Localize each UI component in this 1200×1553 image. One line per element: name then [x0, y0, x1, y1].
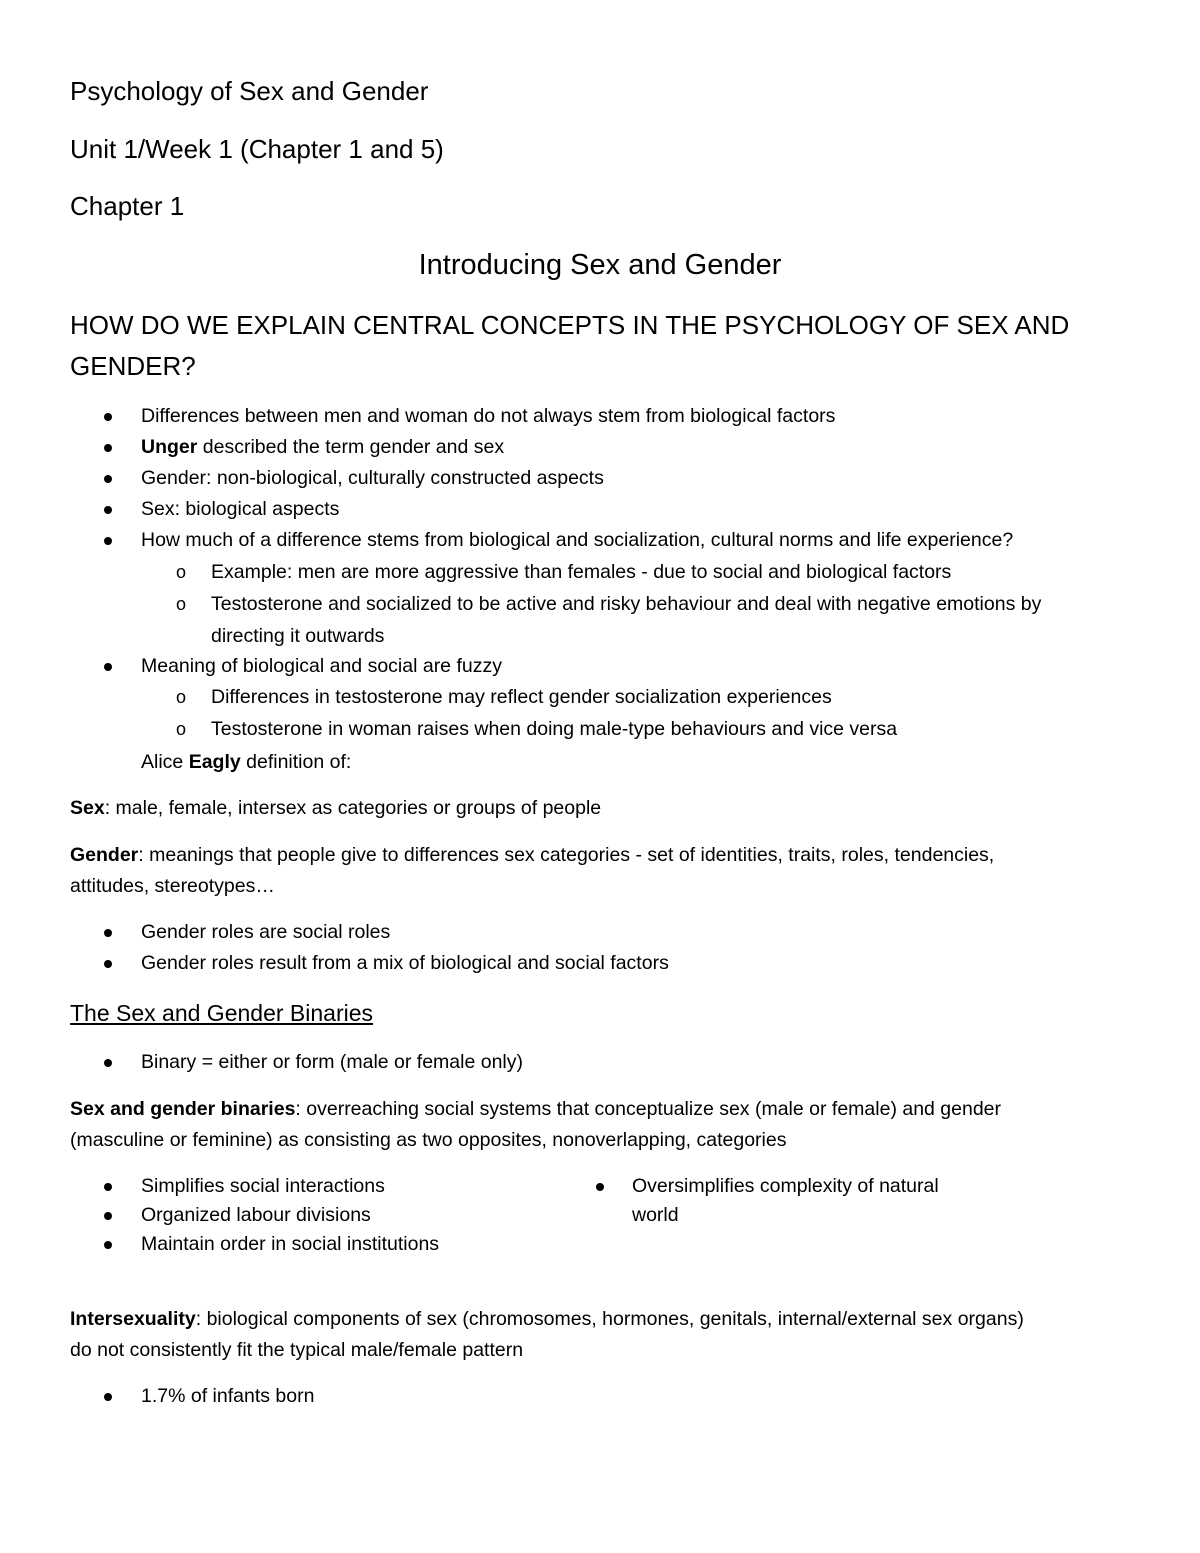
circle-bullet-icon: o: [176, 594, 187, 614]
bullet-icon: [104, 1241, 112, 1249]
gender-definition: [70, 844, 994, 867]
term-eagly: Eagly: [188, 751, 241, 773]
list-item-continued: world: [632, 1204, 679, 1226]
list-item: Differences between men and woman do not always stem from biological factors: [141, 405, 836, 427]
bullet-icon: [104, 1393, 112, 1401]
sub-list-item-continued: directing it outwards: [211, 625, 385, 647]
question-line-1: HOW DO WE EXPLAIN CENTRAL CONCEPTS IN THE PSYCHOLOGY OF SEX AND: [70, 310, 1070, 340]
page-title: Introducing Sex and Gender: [418, 249, 782, 281]
list-item: Maintain order in social institutions: [141, 1233, 440, 1255]
intersexuality-definition-continued: do not consistently fit the typical male/female pattern: [70, 1339, 524, 1361]
eagly-post: definition of:: [240, 751, 352, 773]
gender-definition-text: : meanings that people give to differences sex categories - set of identities, traits, roles, tendencies,: [138, 844, 995, 866]
bullet-icon: [104, 537, 112, 545]
term-gender: Gender: [70, 844, 139, 866]
list-item: Gender roles are social roles: [141, 921, 391, 943]
circle-bullet-icon: o: [176, 719, 187, 739]
term-sex: Sex: [70, 797, 105, 819]
sex-definition: [70, 797, 601, 820]
list-item: 1.7% of infants born: [141, 1385, 315, 1407]
term-binaries: Sex and gender binaries: [70, 1098, 296, 1120]
circle-bullet-icon: o: [176, 687, 187, 707]
list-item: Organized labour divisions: [141, 1204, 371, 1226]
circle-bullet-icon: o: [176, 562, 187, 582]
eagly-intro: [141, 751, 351, 774]
list-item: Binary = either or form (male or female only): [141, 1051, 524, 1073]
bullet-icon: [104, 929, 112, 937]
list-item: Simplifies social interactions: [141, 1175, 385, 1197]
intersexuality-definition: [70, 1308, 1024, 1331]
list-item: Gender roles result from a mix of biological and social factors: [141, 952, 669, 974]
chapter-label: Chapter 1: [70, 191, 185, 221]
course-title: Psychology of Sex and Gender: [70, 76, 429, 106]
list-item: How much of a difference stems from biological and socialization, cultural norms and life experience?: [141, 529, 1014, 551]
eagly-pre: Alice: [141, 751, 189, 773]
bullet-icon: [104, 663, 112, 671]
sub-list-item: Differences in testosterone may reflect gender socialization experiences: [211, 686, 832, 708]
bullet-icon: [104, 1059, 112, 1067]
binaries-definition: [70, 1098, 1001, 1121]
bullet-icon: [104, 1212, 112, 1220]
list-item: [141, 436, 504, 459]
sub-list-item: Example: men are more aggressive than females - due to social and biological factors: [211, 561, 952, 583]
bullet-icon: [104, 475, 112, 483]
list-item: Meaning of biological and social are fuzzy: [141, 655, 502, 677]
list-item: Sex: biological aspects: [141, 498, 340, 520]
gender-definition-continued: attitudes, stereotypes…: [70, 875, 275, 897]
bullet-icon: [104, 444, 112, 452]
list-item-text: described the term gender and sex: [197, 436, 505, 458]
sub-list-item: Testosterone and socialized to be active and risky behaviour and deal with negative emotions by: [211, 593, 1042, 615]
bullet-icon: [596, 1183, 604, 1191]
bullet-icon: [104, 960, 112, 968]
sub-list-item: Testosterone in woman raises when doing male-type behaviours and vice versa: [211, 718, 898, 740]
intersexuality-definition-text: : biological components of sex (chromosomes, hormones, genitals, internal/external sex organs): [195, 1308, 1024, 1330]
sex-definition-text: : male, female, intersex as categories or groups of people: [104, 797, 602, 819]
unit-label: Unit 1/Week 1 (Chapter 1 and 5): [70, 134, 444, 164]
bullet-icon: [104, 1183, 112, 1191]
question-line-2: GENDER?: [70, 351, 196, 381]
list-item: Gender: non-biological, culturally constructed aspects: [141, 467, 604, 489]
binaries-definition-continued: (masculine or feminine) as consisting as two opposites, nonoverlapping, categories: [70, 1129, 787, 1151]
bullet-icon: [104, 506, 112, 514]
term-unger: Unger: [141, 436, 198, 458]
term-intersexuality: Intersexuality: [70, 1308, 196, 1330]
list-item: Oversimplifies complexity of natural: [632, 1175, 939, 1197]
binaries-definition-text: : overreaching social systems that conceptualize sex (male or female) and gender: [295, 1098, 1002, 1120]
bullet-icon: [104, 413, 112, 421]
section-heading: The Sex and Gender Binaries: [70, 1000, 374, 1026]
